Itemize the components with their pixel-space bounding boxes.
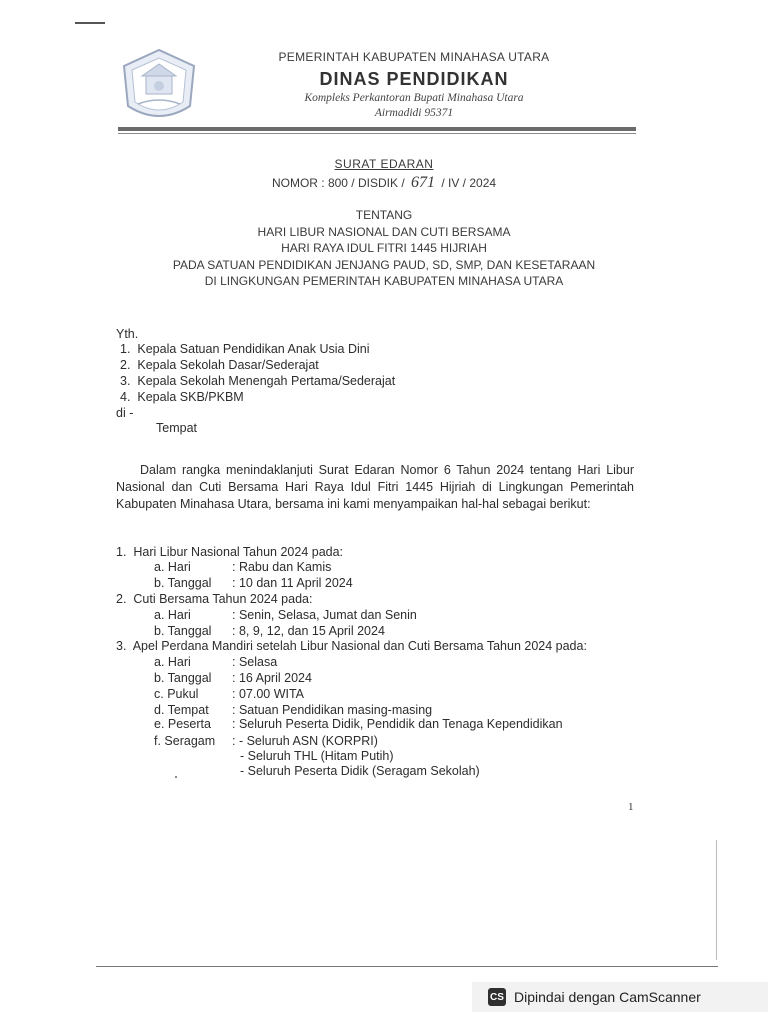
header-agency-name: DINAS PENDIDIKAN — [319, 69, 509, 89]
row-value: : 07.00 WITA — [232, 687, 305, 701]
letter-number-suffix: / IV / 2024 — [441, 176, 497, 190]
list-number: 2. — [120, 358, 131, 372]
row-value: : Selasa — [232, 655, 278, 669]
row-label: a. Hari — [154, 655, 191, 669]
row-value: : Rabu dan Kamis — [232, 560, 332, 574]
row-label: b. Tanggal — [154, 624, 212, 638]
subject-line: DI LINGKUNGAN PEMERINTAH KABUPATEN MINAHASA UTARA — [204, 274, 564, 288]
row-label: c. Pukul — [154, 687, 199, 701]
recipient-text: Kepala Sekolah Dasar/Sederajat — [137, 358, 319, 372]
section-title — [116, 638, 587, 654]
row-label: b. Tanggal — [154, 576, 212, 590]
row-label: b. Tanggal — [154, 671, 212, 685]
seragam-extra: - Seluruh Peserta Didik (Seragam Sekolah) — [240, 764, 480, 778]
seragam-extra: - Seluruh THL (Hitam Putih) — [240, 749, 394, 763]
section-title-text: Apel Perdana Mandiri setelah Libur Nasional dan Cuti Bersama Tahun 2024 pada: — [132, 639, 587, 653]
list-number: 3. — [120, 374, 131, 388]
recipient-text: Kepala Sekolah Menengah Pertama/Sederajat — [137, 374, 396, 388]
row-value: : Seluruh Peserta Didik, Pendidik dan Tenaga Kependidikan — [232, 717, 563, 731]
section-number: 1. — [116, 545, 127, 559]
scan-speck — [175, 776, 177, 778]
subject-line: HARI LIBUR NASIONAL DAN CUTI BERSAMA — [257, 225, 511, 239]
row-value: : 16 April 2024 — [232, 671, 312, 685]
row-value: : 10 dan 11 April 2024 — [232, 576, 353, 590]
letter-type: SURAT EDARAN — [334, 157, 434, 171]
row-value: : Satuan Pendidikan masing-masing — [232, 703, 433, 717]
subject-line: PADA SATUAN PENDIDIKAN JENJANG PAUD, SD, SMP, DAN KESETARAAN — [172, 258, 596, 272]
recipient-tempat: Tempat — [156, 421, 197, 435]
letter-number-handwritten: 671 — [411, 174, 435, 191]
recipient-text: Kepala SKB/PKBM — [137, 390, 244, 404]
camscanner-icon: CS — [488, 988, 506, 1006]
scan-mark — [75, 22, 105, 24]
recipient-item — [120, 389, 244, 405]
header-address-line1: Kompleks Perkantoran Bupati Minahasa Utara — [304, 92, 524, 104]
scan-margin-line — [716, 840, 717, 960]
letter-number-prefix: NOMOR : 800 / DISDIK / — [271, 176, 405, 190]
paragraph-text: Dalam rangka menindaklanjuti Surat Edaran Nomor 6 Tahun 2024 tentang Hari Libur Nasional dan Cuti Bersama Hari Raya Idul Fitri 1445 Hijriah di Lingkungan Pemerintah Kabupaten Minahasa Utara, bersama ini kami menyampaikan hal-hal sebagai berikut: — [116, 463, 634, 511]
recipient-item — [120, 373, 395, 389]
row-label: f. Seragam — [154, 734, 216, 748]
camscanner-label: Dipindai dengan CamScanner — [514, 989, 701, 1005]
header-government: PEMERINTAH KABUPATEN MINAHASA UTARA — [278, 50, 550, 64]
row-value: : - Seluruh ASN (KORPRI) — [232, 734, 378, 748]
section-title — [116, 544, 343, 560]
recipient-yth: Yth. — [116, 327, 139, 341]
section-number: 3. — [116, 639, 127, 653]
section-title — [116, 591, 312, 607]
row-value: : 8, 9, 12, dan 15 April 2024 — [232, 624, 385, 638]
row-label: e. Peserta — [154, 717, 211, 731]
letter-number — [0, 174, 768, 192]
row-label: a. Hari — [154, 560, 191, 574]
camscanner-watermark — [472, 982, 768, 1012]
recipient-item — [120, 341, 370, 357]
page-number: 1 — [628, 801, 634, 813]
row-label: d. Tempat — [154, 703, 209, 717]
list-number: 1. — [120, 342, 131, 356]
header-address-line2: Airmadidi 95371 — [374, 107, 454, 119]
page-bottom-edge — [96, 966, 718, 967]
recipient-text: Kepala Satuan Pendidikan Anak Usia Dini — [137, 342, 370, 356]
header-divider-thin — [118, 133, 636, 134]
subject-line: HARI RAYA IDUL FITRI 1445 HIJRIAH — [281, 241, 487, 255]
row-label: a. Hari — [154, 608, 191, 622]
recipient-item — [120, 357, 319, 373]
section-title-text: Hari Libur Nasional Tahun 2024 pada: — [133, 545, 344, 559]
row-value: : Senin, Selasa, Jumat dan Senin — [232, 608, 417, 622]
recipient-di: di - — [116, 406, 134, 420]
section-number: 2. — [116, 592, 127, 606]
section-title-text: Cuti Bersama Tahun 2024 pada: — [133, 592, 313, 606]
body-paragraph — [116, 462, 634, 513]
letter-tentang: TENTANG — [355, 208, 413, 222]
list-number: 4. — [120, 390, 131, 404]
header-divider-thick — [118, 127, 636, 131]
